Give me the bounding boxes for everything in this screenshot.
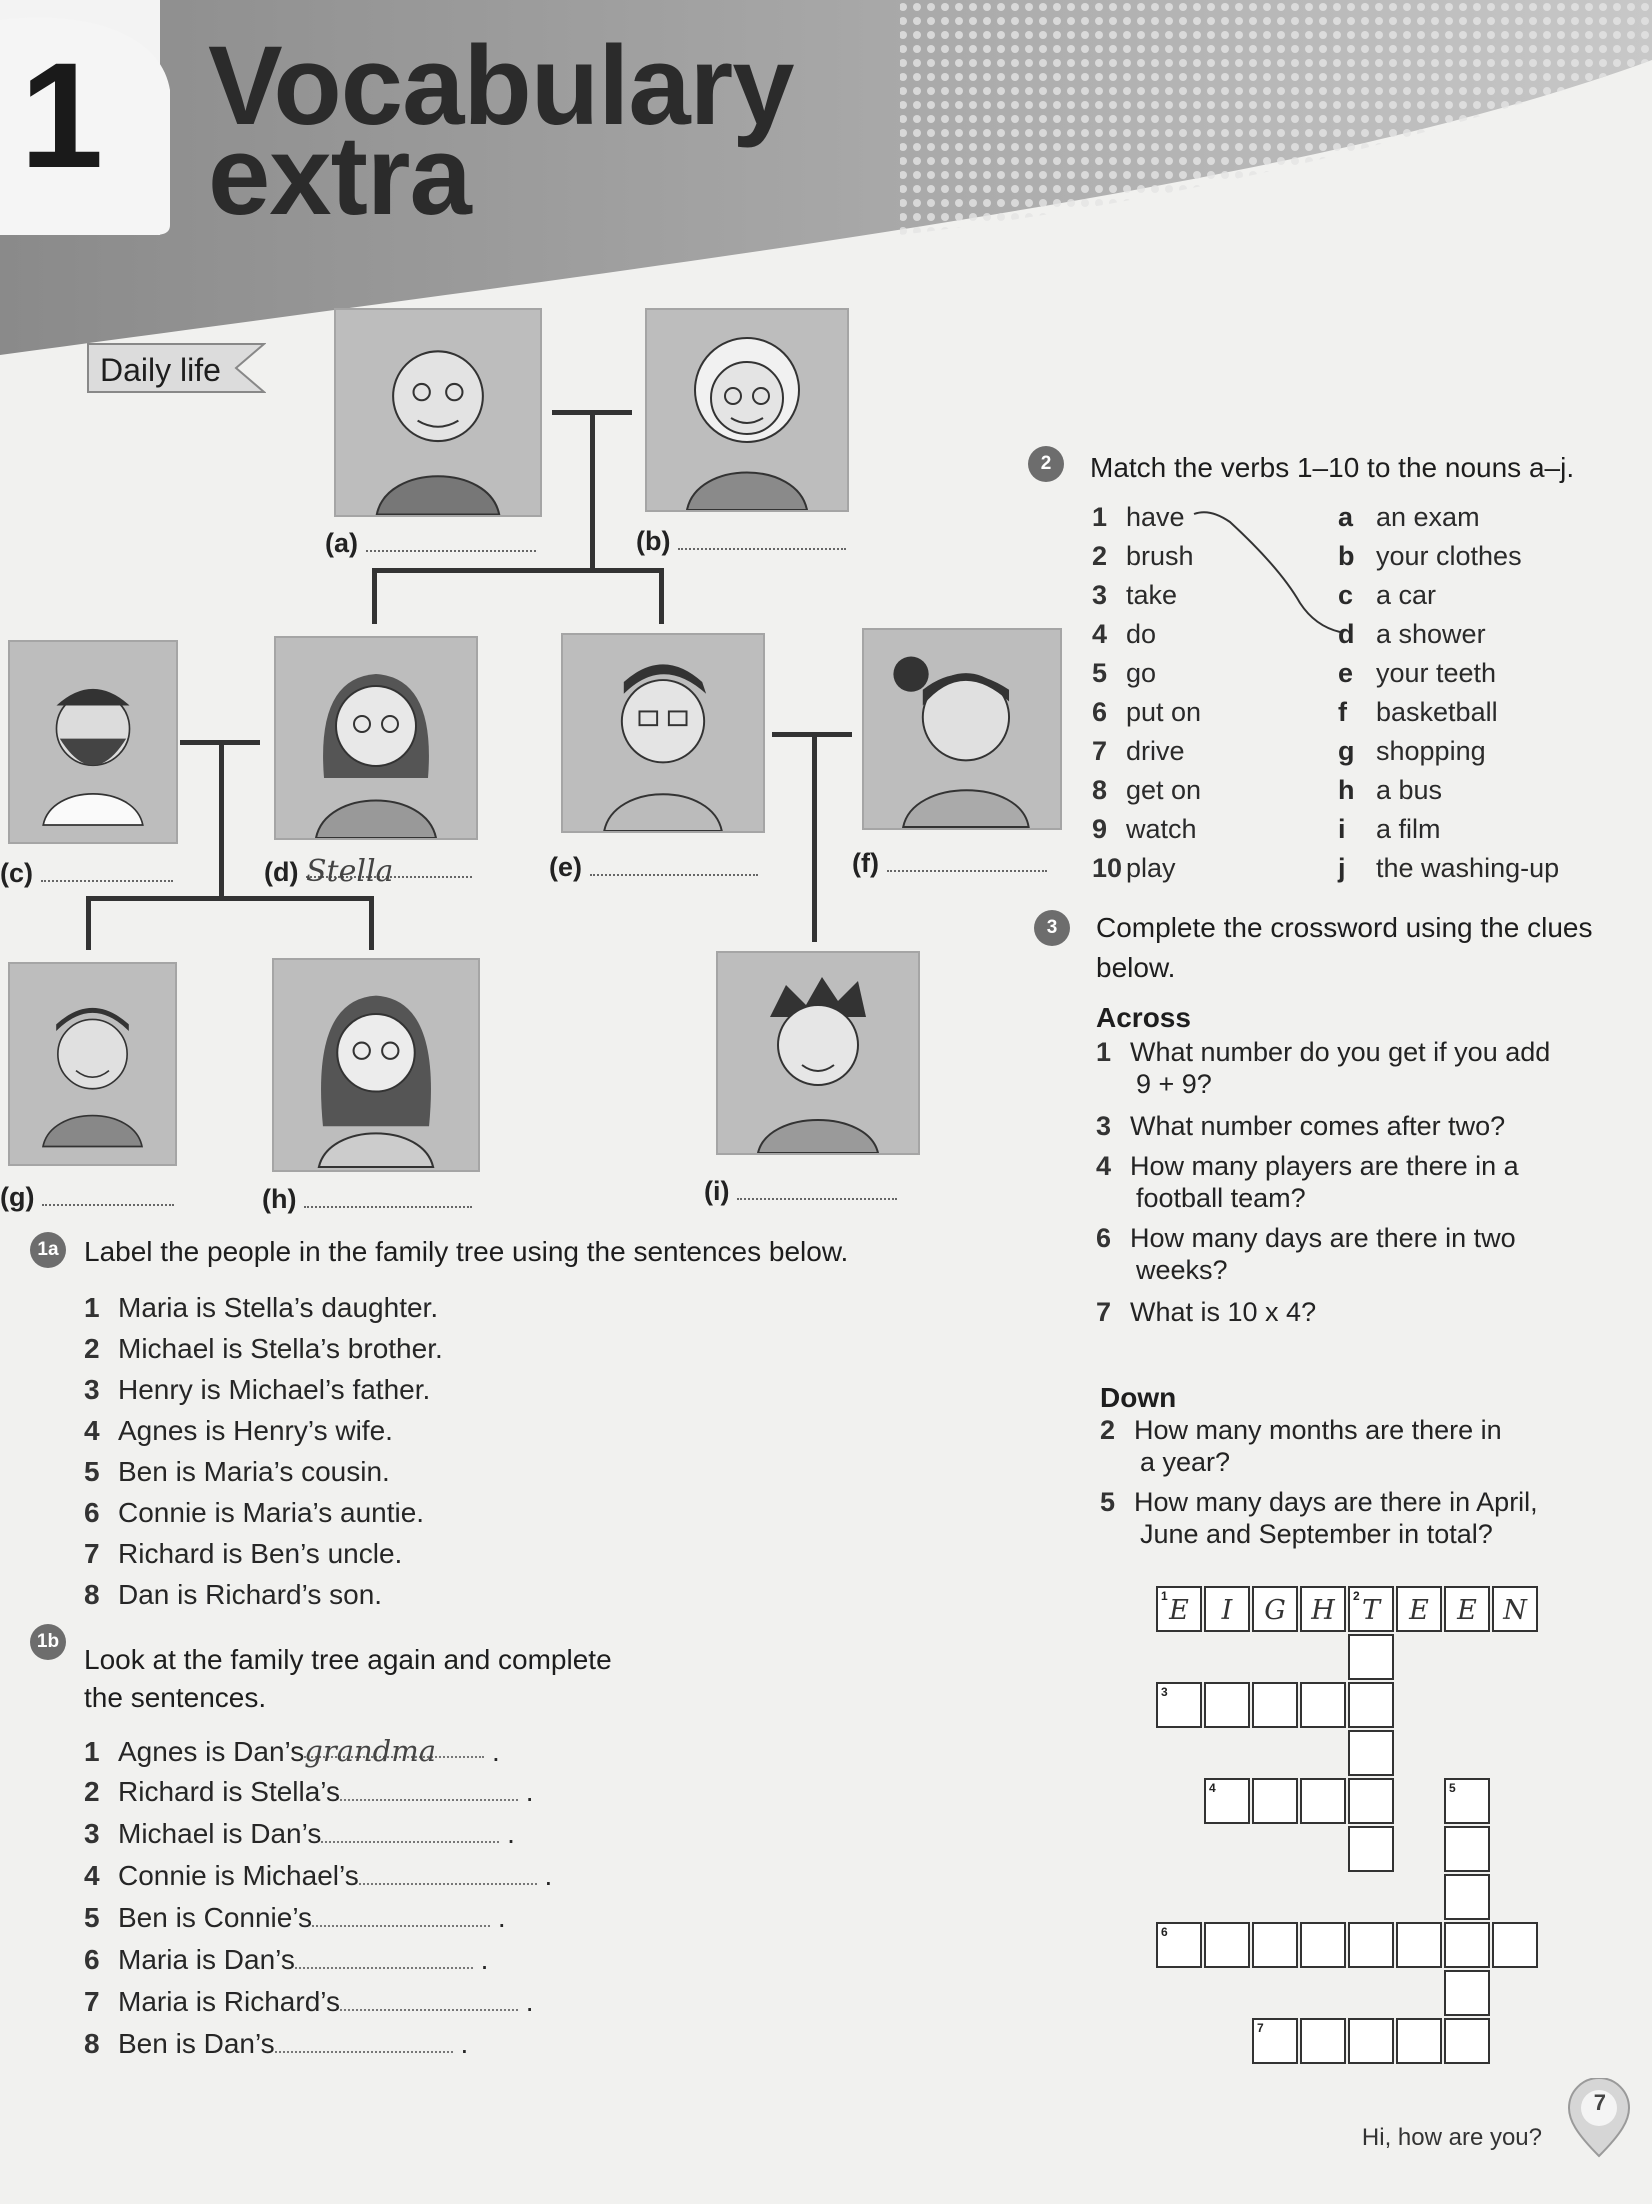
ex2-noun-g: g shopping (1338, 736, 1486, 766)
tree-line-child-right (659, 568, 664, 624)
ex2-verb-3: 3 take (1092, 580, 1178, 610)
ex1b-answer-8[interactable] (275, 2029, 453, 2053)
crossword-cell[interactable] (1252, 1778, 1298, 1824)
ex3-across-clue-1: 1 What number do you get if you add 9 + 9? (1096, 1037, 1551, 1099)
ex3-down-clue-5: 5 How many days are there in April, June and September in total? (1100, 1487, 1538, 1549)
crossword-cell[interactable] (1492, 1922, 1538, 1968)
crossword-cell[interactable] (1444, 2018, 1490, 2064)
ex1b-answer-7[interactable] (340, 1987, 518, 2011)
photo-boy (716, 951, 920, 1155)
ex1b-answer-4[interactable] (359, 1861, 537, 1885)
ex1b-answer-6[interactable] (295, 1945, 473, 1969)
label-a[interactable]: (a) (325, 528, 536, 559)
ex1b-answer-3[interactable] (321, 1819, 499, 1843)
crossword-cell[interactable]: 6 (1156, 1922, 1202, 1968)
photo-young-woman (272, 958, 480, 1172)
ex2-verb-7: 7 drive (1092, 736, 1185, 766)
ex1b-item-6: 6 Maria is Dan’s . (84, 1944, 489, 1975)
ex1a-item-8: 8 Dan is Richard’s son. (84, 1579, 383, 1610)
photo-man-glasses (561, 633, 765, 833)
ex1a-item-6: 6 Connie is Maria’s auntie. (84, 1497, 425, 1528)
ex2-noun-f: f basketball (1338, 697, 1498, 727)
ex2-noun-e: e your teeth (1338, 658, 1497, 688)
tree-line-gc-right (369, 896, 374, 950)
ex2-verb-8: 8 get on (1092, 775, 1202, 805)
unit-number: 1 (20, 31, 104, 199)
tree-line-couple-left-down (219, 740, 224, 898)
ex2-verb-4: 4 do (1092, 619, 1157, 649)
crossword-cell[interactable] (1444, 1874, 1490, 1920)
footer-text: Hi, how are you? (1361, 2124, 1542, 2151)
crossword-cell[interactable] (1300, 2018, 1346, 2064)
ex2-noun-a: a an exam (1338, 502, 1480, 532)
ex1b-item-7: 7 Maria is Richard’s . (84, 1986, 534, 2017)
crossword-cell[interactable] (1444, 1970, 1490, 2016)
crossword-cell[interactable]: G (1252, 1586, 1298, 1632)
crossword-cell[interactable] (1396, 1922, 1442, 1968)
ex1a-item-2: 2 Michael is Stella’s brother. (84, 1333, 443, 1364)
label-c[interactable]: (c) (0, 858, 173, 889)
ex1b-answer-5[interactable] (312, 1903, 490, 1927)
crossword-cell[interactable] (1300, 1682, 1346, 1728)
crossword-cell[interactable] (1300, 1778, 1346, 1824)
ex2-noun-c: c a car (1338, 580, 1437, 610)
ex3-across-heading: Across (1096, 1002, 1191, 1033)
photo-young-man (8, 962, 177, 1166)
tree-line-couple-right-down (812, 732, 817, 942)
ex1a-item-5: 5 Ben is Maria’s cousin. (84, 1456, 390, 1487)
ex1b-instruction-line1: Look at the family tree again and complete (84, 1644, 612, 1675)
ex1a-item-1: 1 Maria is Stella’s daughter. (84, 1292, 439, 1323)
ex2-noun-b: b your clothes (1338, 541, 1522, 571)
label-e[interactable]: (e) (549, 852, 758, 883)
crossword-cell[interactable]: N (1492, 1586, 1538, 1632)
crossword-cell[interactable]: H (1300, 1586, 1346, 1632)
ex1b-item-8: 8 Ben is Dan’s . (84, 2028, 469, 2059)
ex2-instruction: Match the verbs 1–10 to the nouns a–j. (1090, 452, 1575, 483)
tree-line-child-left (372, 568, 377, 624)
crossword-cell[interactable]: 3 (1156, 1682, 1202, 1728)
crossword-cell[interactable]: 5 (1444, 1778, 1490, 1824)
tree-line-grandchildren-bar (86, 896, 374, 901)
ex2-verb-9: 9 watch (1092, 814, 1197, 844)
ex1a-instruction: Label the people in the family tree using the sentences below. (84, 1236, 849, 1267)
ex3-across-clue-4: 4 How many players are there in a football team? (1096, 1151, 1519, 1213)
label-d[interactable]: (d) Stella (264, 854, 472, 888)
crossword-cell[interactable] (1204, 1682, 1250, 1728)
ex2-verb-10: 10 play (1092, 853, 1176, 883)
ex2-match-line (1190, 508, 1350, 638)
crossword-cell[interactable]: 7 (1252, 2018, 1298, 2064)
crossword-cell[interactable]: 2 T (1348, 1586, 1394, 1632)
ex2-badge: 2 (1028, 446, 1064, 482)
ex1b-item-1: 1 Agnes is Dan’sgrandma . (84, 1734, 500, 1768)
ex2-noun-d: d a shower (1338, 619, 1486, 649)
ex1a-item-3: 3 Henry is Michael’s father. (84, 1374, 431, 1405)
crossword-cell[interactable] (1444, 1826, 1490, 1872)
ex3-down-heading: Down (1100, 1382, 1177, 1413)
tree-line-gc-left (86, 896, 91, 950)
ex1a-item-7: 7 Richard is Ben’s uncle. (84, 1538, 403, 1569)
ex3-across-clue-6: 6 How many days are there in two weeks? (1096, 1223, 1516, 1285)
crossword-cell[interactable] (1252, 1922, 1298, 1968)
ex2-noun-h: h a bus (1338, 775, 1443, 805)
ex2-verb-1: 1 have (1092, 502, 1185, 532)
photo-grandfather (334, 308, 542, 517)
ex1b-answer-1[interactable]: grandma (304, 1734, 484, 1758)
ex3-across-clue-7: 7 What is 10 x 4? (1096, 1297, 1317, 1327)
label-i[interactable]: (i) (704, 1176, 897, 1207)
ex1b-badge: 1b (30, 1624, 66, 1660)
photo-woman-bun (862, 628, 1062, 830)
section-tag-label: Daily life (100, 352, 221, 388)
ex1b-item-5: 5 Ben is Connie’s . (84, 1902, 506, 1933)
ex1b-item-4: 4 Connie is Michael’s . (84, 1860, 553, 1891)
ex1b-item-2: 2 Richard is Stella’s . (84, 1776, 534, 1807)
crossword-cell[interactable] (1348, 1922, 1394, 1968)
crossword-cell[interactable] (1348, 1826, 1394, 1872)
ex3-instruction-line1: Complete the crossword using the clues (1096, 912, 1593, 943)
crossword-cell[interactable] (1348, 1634, 1394, 1680)
tree-line-grandparents-down (590, 410, 595, 570)
crossword-cell[interactable] (1252, 1682, 1298, 1728)
crossword-cell[interactable] (1348, 1682, 1394, 1728)
crossword-cell[interactable] (1396, 2018, 1442, 2064)
ex2-noun-j: j the washing-up (1338, 853, 1560, 883)
crossword-cell[interactable] (1444, 1922, 1490, 1968)
photo-man-beard (8, 640, 178, 844)
photo-woman-glasses (274, 636, 478, 840)
ex1a-item-4: 4 Agnes is Henry’s wife. (84, 1415, 393, 1446)
page-title-line1: Vocabulary (208, 23, 794, 148)
ex3-across-clue-3: 3 What number comes after two? (1096, 1111, 1506, 1141)
crossword-cell[interactable]: I (1204, 1586, 1250, 1632)
crossword-cell[interactable]: E (1444, 1586, 1490, 1632)
ex2-verb-2: 2 brush (1092, 541, 1194, 571)
label-g[interactable]: (g) (0, 1182, 174, 1213)
crossword-cell[interactable] (1348, 2018, 1394, 2064)
crossword-cell[interactable] (1348, 1778, 1394, 1824)
ex3-down-clue-2: 2 How many months are there in a year? (1100, 1415, 1502, 1477)
tree-line-children-bar (372, 568, 664, 573)
crossword-cell[interactable]: 1 E (1156, 1586, 1202, 1632)
page-title-line2: extra (208, 113, 471, 238)
crossword-cell[interactable] (1204, 1922, 1250, 1968)
label-f[interactable]: (f) (852, 848, 1047, 879)
ex1b-instruction-line2: the sentences. (84, 1682, 267, 1713)
crossword-cell[interactable]: 4 (1204, 1778, 1250, 1824)
ex3-badge: 3 (1034, 910, 1070, 946)
label-h[interactable]: (h) (262, 1184, 472, 1215)
crossword-cell[interactable]: E (1396, 1586, 1442, 1632)
crossword-cell[interactable] (1348, 1730, 1394, 1776)
ex3-instruction-line2: below. (1096, 952, 1176, 983)
ex2-noun-i: i a film (1338, 814, 1441, 844)
crossword-cell[interactable] (1300, 1922, 1346, 1968)
ex1b-answer-2[interactable] (340, 1777, 518, 1801)
page-number: 7 (1593, 2090, 1606, 2115)
photo-grandmother (645, 308, 849, 512)
label-b[interactable]: (b) (636, 526, 846, 557)
ex1a-badge: 1a (30, 1232, 66, 1268)
ex1b-item-3: 3 Michael is Dan’s . (84, 1818, 515, 1849)
ex2-verb-5: 5 go (1092, 658, 1157, 688)
ex2-verb-6: 6 put on (1092, 697, 1202, 727)
